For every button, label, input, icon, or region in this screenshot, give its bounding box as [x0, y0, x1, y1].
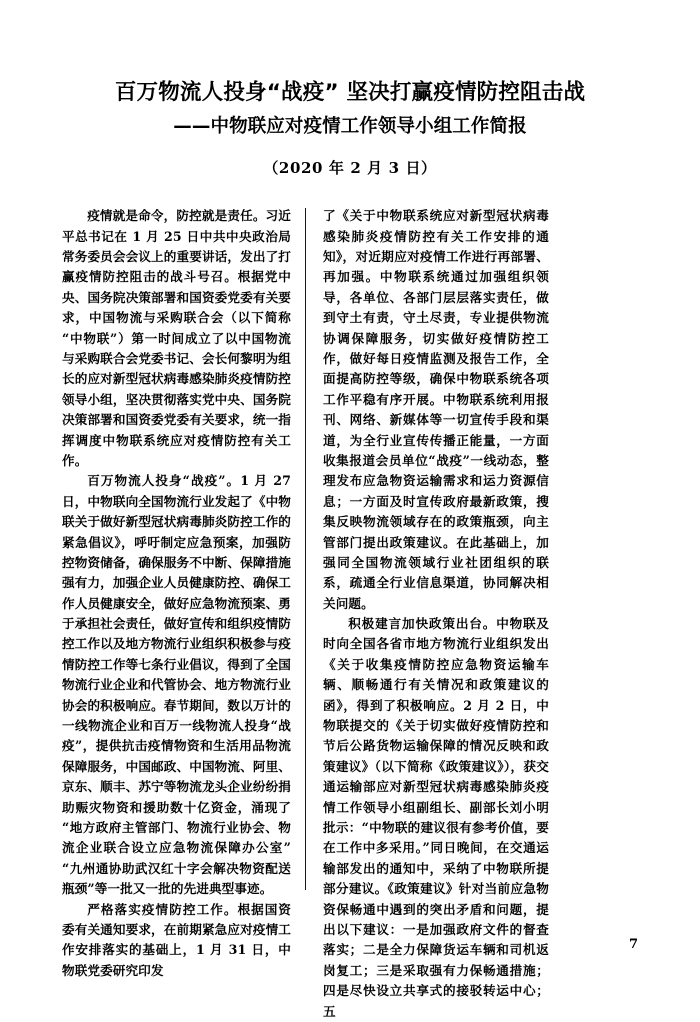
column-right: [306, 206, 549, 1022]
page-subtitle: ——中物联应对疫情工作领导小组工作简报: [173, 115, 527, 137]
paragraph-text: 根据国资委有关通知要求，在前期紧急应对疫情工作安排落实的基础上，1 月 31 日，中物联党委研究印发: [62, 901, 292, 978]
paragraph-text: 中物联及时向全国各省市地方物流行业组织发出《关于收集疫情防控应急物资运输车辆、顺畅通行有关情况和政策建议的函》，得到了积极响应。2 月 2 日，中物联提交的《关于切实做好疫情防控和节后公路货物运输保障的情况反映和政策建议》（以下简称《政策建议》），获交通运输部应对新型冠状病毒感染肺炎疫情工作领导小组副组长、副部长刘小明批示：“中物联的建议很有参考价值，要在工作中多采用。”同日晚间，在交通运输部发出的通知中，采纳了中物联所提部分建议。《政策建议》针对当前应急物资保畅通中遇到的突出矛盾和问题，提出以下建议：一是加强政府文件的督查落实；二是全力保障货运车辆和司机返岗复工；三是采取强有力保畅通措施；四是尽快设立共享式的接驳转运中心；五: [323, 616, 550, 1019]
paragraph: [62, 900, 291, 982]
paragraph: [62, 206, 291, 471]
paragraph-lead: 积极建言加快政策出台。: [348, 616, 497, 632]
paragraph-lead: 百万物流人投身“战疫”。: [87, 473, 241, 489]
article-body: [0, 206, 700, 1022]
column-left: [62, 206, 305, 981]
paragraph: [323, 614, 549, 1022]
paragraph-text: 了《关于中物联系统应对新型冠状病毒感染肺炎疫情防控有关工作安排的通知》，对近期应对疫情工作进行再部署、再加强。中物联系统通过加强组织领导，各单位、各部门层层落实责任，做到守土有责，守土尽责，专业提供物流协调保障服务，切实做好疫情防控工作，做好每日疫情监测及报告工作，全面提高防控等级，确保中物联系统各项工作平稳有序开展。中物联系统利用报刊、网络、新媒体等一切宣传手段和渠道，为全行业宣传传播正能量，一方面收集报道会员单位“战疫”一线动态，整理发布应急物资运输需求和运力资源信息；一方面及时宣传政府最新政策，搜集反映物流领域存在的政策瓶颈，向主管部门提出政策建议。在此基础上，加强同全国物流领域行业社团组织的联系，疏通全行业信息渠道，协同解决相关问题。: [323, 208, 549, 611]
paragraph-lead: 严格落实疫情防控工作。: [87, 901, 238, 917]
paragraph: [323, 206, 549, 614]
paragraph-text: 疫情就是命令，防控就是责任。习近平总书记在 1 月 25 日中共中央政治局常务委员会会议上的重要讲话，发出了打赢疫情防控阻击的战斗号召。根据党中央、国务院决策部署和国资委党委有关要求，中国物流与采购联合会（以下简称“中物联”）第一时间成立了以中国物流与采购联合会党委书记、会长何黎明为组长的应对新型冠状病毒感染肺炎疫情防控领导小组，坚决贯彻落实党中央、国务院决策部署和国资委党委有关要求，统一指挥调度中物联系统应对疫情防控有关工作。: [62, 208, 291, 468]
paragraph: [62, 471, 291, 899]
paragraph-text: 1 月 27 日，中物联向全国物流行业发起了《中物联关于做好新型冠状病毒肺炎防控工作的紧急倡议》，呼吁制定应急预案，加强防控物资储备，确保服务不中断、保障措施强有力，加强企业人员健康防控、确保工作人员健康安全，做好应急物流预案、勇于承担社会责任，做好宣传和组织疫情防控工作以及地方物流行业组织积极参与疫情防控工作等七条行业倡议，得到了全国物流行业企业和代管协会、地方物流行业协会的积极响应。春节期间，数以万计的一线物流企业和百万一线物流人投身“战疫”，提供抗击疫情物资和生活用品物流保障服务，中国邮政、中国物流、阿里、京东、顺丰、苏宁等物流龙头企业纷纷捐助赈灾物资和援助数十亿资金，涌现了“地方政府主管部门、物流行业协会、物流企业联合设立应急物流保障办公室”“九州通协助武汉红十字会解决物资配送瓶颈”等一批又一批的先进典型事迹。: [62, 473, 291, 897]
document-masthead: [0, 0, 700, 178]
publication-date: （2020 年 2 月 3 日）: [263, 159, 437, 178]
page-title: 百万物流人投身“战疫” 坚决打赢疫情防控阻击战: [114, 80, 586, 105]
page-number: 7: [628, 937, 638, 952]
